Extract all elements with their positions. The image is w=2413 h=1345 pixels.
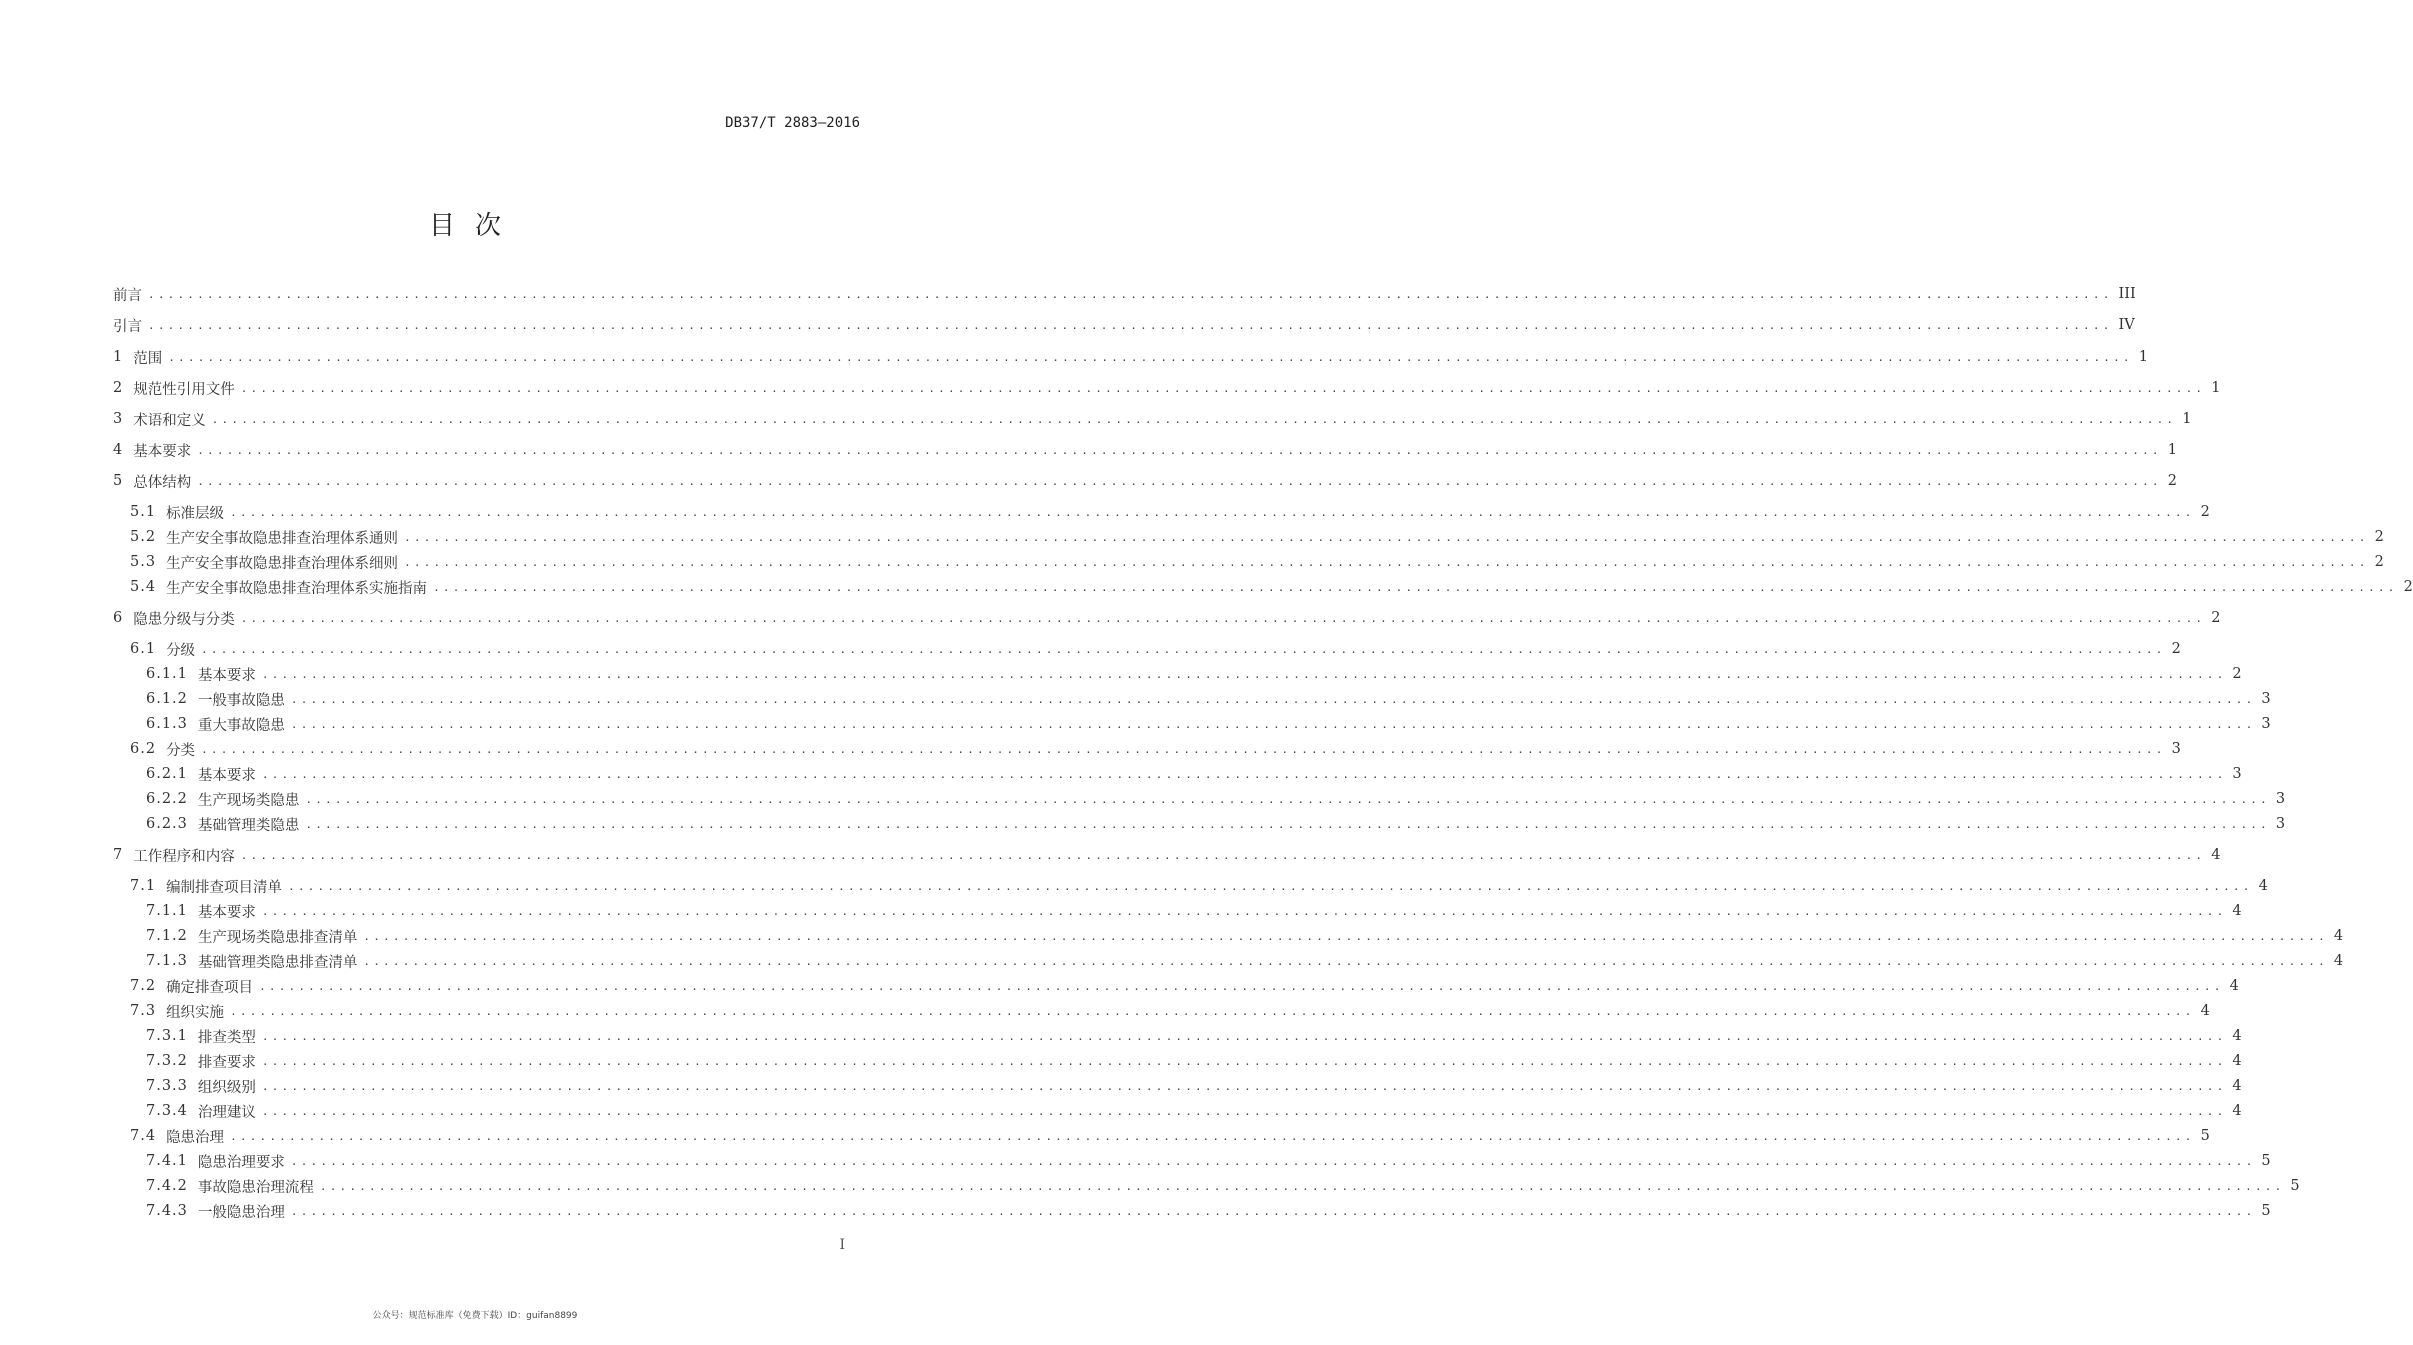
- toc-leader-dots: ........................................................................................................................................................................................................: [240, 848, 2206, 862]
- toc-entry-page: 5: [2261, 1153, 2271, 1169]
- toc-entry-number: 7.3.4: [146, 1103, 188, 1119]
- toc-entry-label: 基本要求: [197, 667, 256, 684]
- toc-entry-label: 总体结构: [133, 474, 192, 491]
- toc-entry-label: 引言: [113, 318, 142, 335]
- toc-entry-number: 1: [113, 349, 124, 365]
- toc-entry-page: 2: [2403, 579, 2413, 595]
- toc-entry-label: 确定排查项目: [166, 979, 254, 996]
- toc-entry[interactable]: [113, 1000, 2210, 1022]
- toc-entry-number: 7.4.2: [146, 1178, 188, 1194]
- toc-leader-dots: ........................................................................................................................................................................................................: [261, 1104, 2227, 1118]
- toc-entry-label: 基础管理类隐患排查清单: [197, 954, 358, 971]
- toc-entry[interactable]: [113, 1075, 2242, 1097]
- toc-leader-dots: ........................................................................................................................................................................................................: [363, 929, 2328, 943]
- toc-leader-dots: ........................................................................................................................................................................................................: [305, 792, 2270, 806]
- toc-entry[interactable]: [113, 1125, 2210, 1147]
- toc-entry[interactable]: [113, 607, 2221, 629]
- toc-entry[interactable]: [113, 314, 2135, 336]
- toc-entry[interactable]: [113, 950, 2344, 972]
- toc-entry-number: 7.1.1: [146, 903, 188, 919]
- toc-leader-dots: ........................................................................................................................................................................................................: [230, 505, 2195, 519]
- toc-leader-dots: ........................................................................................................................................................................................................: [363, 954, 2328, 968]
- toc-entry-page: 2: [2211, 610, 2221, 626]
- toc-entry-page: 2: [2374, 554, 2384, 570]
- toc-entry-label: 生产现场类隐患: [197, 792, 300, 809]
- toc-entry-label: 基础管理类隐患: [197, 817, 300, 834]
- toc-leader-dots: ........................................................................................................................................................................................................: [201, 742, 2166, 756]
- toc-entry-page: 4: [2211, 847, 2221, 863]
- toc-entry[interactable]: [113, 551, 2384, 573]
- toc-leader-dots: ........................................................................................................................................................................................................: [261, 1079, 2227, 1093]
- toc-entry-number: 5.4: [130, 579, 157, 595]
- toc-entry[interactable]: [113, 1100, 2242, 1122]
- toc-entry-label: 标准层级: [166, 505, 225, 522]
- toc-entry-label: 前言: [113, 287, 142, 304]
- toc-leader-dots: ........................................................................................................................................................................................................: [319, 1179, 2285, 1193]
- toc-entry[interactable]: [113, 663, 2242, 685]
- toc-entry-number: 7.3.2: [146, 1053, 188, 1069]
- toc-entry-label: 一般隐患治理: [197, 1204, 285, 1221]
- toc-entry-number: 2: [113, 380, 124, 396]
- page-number: I: [839, 1237, 845, 1253]
- toc-entry[interactable]: [113, 408, 2192, 430]
- toc-entry-number: 5.3: [130, 554, 157, 570]
- toc-entry-number: 6.1.1: [146, 666, 188, 682]
- toc-leader-dots: ........................................................................................................................................................................................................: [290, 1154, 2256, 1168]
- toc-entry-page: 3: [2275, 816, 2286, 832]
- toc-entry-number: 7.4.1: [146, 1153, 188, 1169]
- toc-entry-label: 基本要求: [197, 767, 256, 784]
- toc-entry-label: 生产安全事故隐患排查治理体系通则: [166, 530, 399, 547]
- toc-entry-number: 7.1: [130, 878, 157, 894]
- toc-entry[interactable]: [113, 470, 2177, 492]
- toc-entry-page: 4: [2232, 1053, 2242, 1069]
- toc-leader-dots: ........................................................................................................................................................................................................: [290, 717, 2256, 731]
- toc-entry-label: 工作程序和内容: [133, 848, 235, 865]
- toc-leader-dots: ........................................................................................................................................................................................................: [259, 979, 2224, 993]
- toc-leader-dots: ........................................................................................................................................................................................................: [433, 580, 2398, 594]
- toc-entry-label: 生产安全事故隐患排查治理体系细则: [166, 555, 399, 572]
- toc-entry-page: 2: [2200, 504, 2210, 520]
- toc-entry-page: 4: [2232, 1078, 2242, 1094]
- toc-entry[interactable]: [113, 844, 2221, 866]
- toc-entry-label: 一般事故隐患: [197, 692, 285, 709]
- toc-entry[interactable]: [113, 501, 2210, 523]
- toc-entry-number: 5.1: [130, 504, 157, 520]
- toc-leader-dots: ........................................................................................................................................................................................................: [261, 767, 2227, 781]
- toc-entry-page: 5: [2200, 1128, 2210, 1144]
- toc-entry[interactable]: [113, 813, 2286, 835]
- toc-leader-dots: ........................................................................................................................................................................................................: [197, 474, 2162, 488]
- toc-entry-page: IV: [2118, 317, 2135, 333]
- toc-leader-dots: ........................................................................................................................................................................................................: [148, 318, 2113, 332]
- toc-entry-page: 3: [2171, 741, 2181, 757]
- toc-entry-number: 7.2: [130, 978, 157, 994]
- toc-leader-dots: ........................................................................................................................................................................................................: [290, 1204, 2256, 1218]
- toc-entry-number: 3: [113, 411, 124, 427]
- toc-entry-page: 3: [2232, 766, 2242, 782]
- toc-entry[interactable]: [113, 1050, 2242, 1072]
- toc-entry-number: 4: [113, 442, 124, 458]
- toc-entry[interactable]: [113, 875, 2268, 897]
- toc-entry-page: III: [2118, 286, 2136, 302]
- toc-entry[interactable]: [113, 439, 2177, 461]
- toc-entry[interactable]: [113, 638, 2181, 660]
- toc-leader-dots: ........................................................................................................................................................................................................: [211, 412, 2177, 426]
- toc-entry-number: 7.1.2: [146, 928, 188, 944]
- toc-entry-label: 分类: [166, 742, 196, 759]
- toc-entry[interactable]: [113, 526, 2384, 548]
- toc-entry-page: 4: [2200, 1003, 2210, 1019]
- toc-leader-dots: ........................................................................................................................................................................................................: [148, 287, 2113, 301]
- toc-leader-dots: ........................................................................................................................................................................................................: [230, 1004, 2195, 1018]
- toc-entry-page: 2: [2171, 641, 2181, 657]
- toc-entry-label: 隐患治理: [166, 1129, 225, 1146]
- toc-entry[interactable]: [113, 688, 2271, 710]
- toc-entry-number: 7: [113, 847, 124, 863]
- toc-entry-number: 7.4.3: [146, 1203, 188, 1219]
- toc-entry-number: 6.2: [130, 741, 157, 757]
- toc-leader-dots: ........................................................................................................................................................................................................: [261, 1029, 2227, 1043]
- toc-leader-dots: ........................................................................................................................................................................................................: [240, 611, 2206, 625]
- toc-entry[interactable]: [113, 576, 2413, 598]
- toc-entry-page: 1: [2138, 349, 2148, 365]
- toc-entry[interactable]: [113, 377, 2221, 399]
- toc-entry-page: 3: [2261, 691, 2271, 707]
- toc-entry-page: 1: [2182, 411, 2192, 427]
- toc-leader-dots: ........................................................................................................................................................................................................: [290, 692, 2256, 706]
- toc-entry-number: 7.1.3: [146, 953, 188, 969]
- toc-entry[interactable]: [113, 1150, 2271, 1172]
- toc-leader-dots: ........................................................................................................................................................................................................: [404, 530, 2369, 544]
- toc-entry-label: 组织实施: [166, 1004, 225, 1021]
- toc-entry[interactable]: [113, 900, 2242, 922]
- toc-entry-number: 7.3: [130, 1003, 157, 1019]
- toc-entry-label: 范围: [133, 350, 163, 367]
- toc-leader-dots: ........................................................................................................................................................................................................: [261, 904, 2227, 918]
- toc-entry-label: 生产安全事故隐患排查治理体系实施指南: [166, 580, 428, 597]
- toc-leader-dots: ........................................................................................................................................................................................................: [168, 350, 2133, 364]
- toc-entry-page: 3: [2275, 791, 2286, 807]
- toc-entry-number: 6.2.1: [146, 766, 188, 782]
- toc-entry[interactable]: [113, 346, 2148, 368]
- toc-leader-dots: ........................................................................................................................................................................................................: [305, 817, 2270, 831]
- toc-entry-page: 2: [2232, 666, 2242, 682]
- toc-entry-label: 排查要求: [197, 1054, 256, 1071]
- toc-entry-label: 重大事故隐患: [197, 717, 285, 734]
- toc-entry-page: 4: [2232, 1028, 2242, 1044]
- toc-entry[interactable]: [113, 1025, 2242, 1047]
- toc-entry-number: 5: [113, 473, 124, 489]
- toc-entry[interactable]: [113, 283, 2136, 305]
- document-code: DB37/T 2883—2016: [725, 115, 860, 131]
- toc-entry[interactable]: [113, 738, 2181, 760]
- toc-entry-page: 4: [2232, 903, 2242, 919]
- toc-entry-page: 4: [2232, 1103, 2242, 1119]
- toc-leader-dots: ........................................................................................................................................................................................................: [240, 381, 2206, 395]
- toc-entry-label: 隐患治理要求: [197, 1154, 285, 1171]
- toc-entry-label: 规范性引用文件: [133, 381, 235, 398]
- toc-entry-page: 1: [2211, 380, 2221, 396]
- toc-entry-label: 组织级别: [197, 1079, 256, 1096]
- toc-entry-number: 6.2.2: [146, 791, 188, 807]
- toc-entry-page: 4: [2333, 928, 2344, 944]
- toc-entry-number: 5.2: [130, 529, 157, 545]
- toc-entry-number: 6.1: [130, 641, 157, 657]
- toc-entry[interactable]: [113, 763, 2242, 785]
- toc-entry-label: 编制排查项目清单: [166, 879, 283, 896]
- toc-entry-label: 隐患分级与分类: [133, 611, 235, 628]
- toc-entry-label: 基本要求: [197, 904, 256, 921]
- toc-leader-dots: ........................................................................................................................................................................................................: [404, 555, 2369, 569]
- toc-entry-number: 7.4: [130, 1128, 157, 1144]
- toc-entry-page: 2: [2374, 529, 2384, 545]
- toc-entry[interactable]: [113, 1200, 2271, 1222]
- footer-note: 公众号：规范标准库（免费下载）ID：guifan8899: [372, 1311, 578, 1321]
- toc-entry-label: 分级: [166, 642, 196, 659]
- toc-entry-number: 7.3.1: [146, 1028, 188, 1044]
- toc-entry-page: 1: [2167, 442, 2177, 458]
- toc-entry-page: 3: [2261, 716, 2271, 732]
- toc-leader-dots: ........................................................................................................................................................................................................: [261, 1054, 2227, 1068]
- toc-leader-dots: ........................................................................................................................................................................................................: [230, 1129, 2195, 1143]
- toc-entry[interactable]: [113, 1175, 2300, 1197]
- toc-entry-number: 6.1.2: [146, 691, 188, 707]
- toc-entry-number: 7.3.3: [146, 1078, 188, 1094]
- toc-entry[interactable]: [113, 788, 2286, 810]
- toc-leader-dots: ........................................................................................................................................................................................................: [288, 879, 2253, 893]
- page-title: 目次: [428, 211, 521, 241]
- toc-entry-label: 生产现场类隐患排查清单: [197, 929, 358, 946]
- toc-entry-label: 排查类型: [197, 1029, 256, 1046]
- toc-entry[interactable]: [113, 925, 2344, 947]
- toc-leader-dots: ........................................................................................................................................................................................................: [261, 667, 2227, 681]
- toc-entry-label: 术语和定义: [133, 412, 206, 429]
- toc-entry-label: 事故隐患治理流程: [197, 1179, 314, 1196]
- toc-entry-page: 4: [2258, 878, 2268, 894]
- toc-entry-label: 基本要求: [133, 443, 192, 460]
- toc-entry-number: 6.1.3: [146, 716, 188, 732]
- toc-entry-page: 5: [2290, 1178, 2300, 1194]
- toc-leader-dots: ........................................................................................................................................................................................................: [201, 642, 2166, 656]
- toc-entry-label: 治理建议: [197, 1104, 256, 1121]
- toc-entry-page: 2: [2167, 473, 2177, 489]
- toc-leader-dots: ........................................................................................................................................................................................................: [197, 443, 2162, 457]
- toc-entry-page: 5: [2261, 1203, 2271, 1219]
- toc-entry-number: 6.2.3: [146, 816, 188, 832]
- toc-entry-number: 6: [113, 610, 124, 626]
- toc-entry-page: 4: [2229, 978, 2239, 994]
- toc-entry[interactable]: [113, 713, 2271, 735]
- toc-entry-page: 4: [2333, 953, 2344, 969]
- toc-entry[interactable]: [113, 975, 2239, 997]
